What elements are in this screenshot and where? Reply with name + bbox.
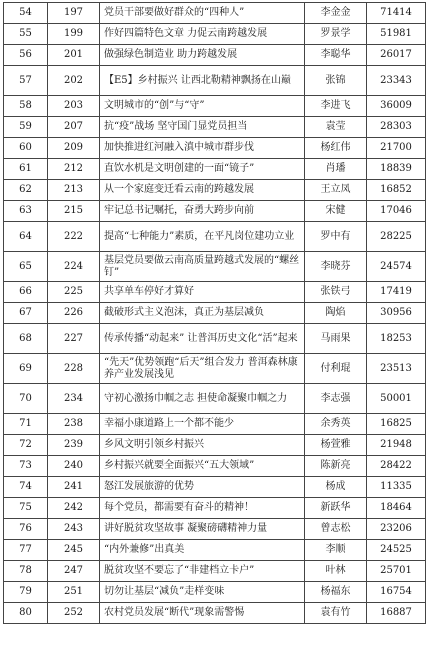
entry-id-cell: 227 [48, 324, 100, 354]
article-title-cell: 做强绿色制造业 助力跨越发展 [100, 45, 305, 66]
table-row [4, 24, 426, 45]
entry-id-cell: 251 [48, 582, 100, 603]
table-row [4, 201, 426, 222]
entry-id-cell: 241 [48, 477, 100, 498]
table-row [4, 498, 426, 519]
entry-id-cell: 215 [48, 201, 100, 222]
vote-count-cell: 16852 [367, 180, 426, 201]
vote-count-cell: 21700 [367, 138, 426, 159]
article-title-cell: 守初心激扬巾帼之志 担使命凝聚巾帼之力 [100, 384, 305, 414]
vote-count-cell: 16887 [367, 603, 426, 624]
row-number-cell: 57 [4, 66, 48, 96]
vote-count-cell: 24525 [367, 540, 426, 561]
table-row [4, 435, 426, 456]
author-cell: 袁莹 [305, 117, 367, 138]
entry-id-cell: 247 [48, 561, 100, 582]
vote-count-cell: 17046 [367, 201, 426, 222]
table-row [4, 519, 426, 540]
vote-count-cell: 23343 [367, 66, 426, 96]
table-row [4, 582, 426, 603]
entry-id-cell: 226 [48, 303, 100, 324]
author-cell: 曾志松 [305, 519, 367, 540]
table-row [4, 252, 426, 282]
article-title-cell: 共享单车停好才算好 [100, 282, 305, 303]
article-title-cell: “先天”优势领跑“后天”组合发力 普洱森林康养产业发展浅见 [100, 354, 305, 384]
article-title-cell: 从一个家庭变迁看云南的跨越发展 [100, 180, 305, 201]
row-number-cell: 62 [4, 180, 48, 201]
row-number-cell: 56 [4, 45, 48, 66]
author-cell: 叶林 [305, 561, 367, 582]
row-number-cell: 58 [4, 96, 48, 117]
vote-count-cell: 18839 [367, 159, 426, 180]
article-title-cell: “内外兼修”出真美 [100, 540, 305, 561]
vote-count-cell: 30956 [367, 303, 426, 324]
table-row [4, 477, 426, 498]
entry-id-cell: 197 [48, 3, 100, 24]
table-row [4, 384, 426, 414]
ranking-table-body [4, 3, 426, 624]
author-cell: 付利琨 [305, 354, 367, 384]
row-number-cell: 79 [4, 582, 48, 603]
table-row [4, 138, 426, 159]
row-number-cell: 66 [4, 282, 48, 303]
vote-count-cell: 18253 [367, 324, 426, 354]
entry-id-cell: 199 [48, 24, 100, 45]
table-row [4, 96, 426, 117]
author-cell: 张锦 [305, 66, 367, 96]
article-title-cell: 直饮水机是文明创建的一面“镜子” [100, 159, 305, 180]
vote-count-cell: 36009 [367, 96, 426, 117]
article-title-cell: 每个党员，都需要有奋斗的精神！ [100, 498, 305, 519]
entry-id-cell: 234 [48, 384, 100, 414]
table-row [4, 354, 426, 384]
vote-count-cell: 50001 [367, 384, 426, 414]
entry-id-cell: 202 [48, 66, 100, 96]
entry-id-cell: 252 [48, 603, 100, 624]
row-number-cell: 61 [4, 159, 48, 180]
row-number-cell: 80 [4, 603, 48, 624]
article-title-cell: 乡村振兴就要全面振兴“五大领域” [100, 456, 305, 477]
author-cell: 陈新亮 [305, 456, 367, 477]
vote-count-cell: 51981 [367, 24, 426, 45]
author-cell: 李顺 [305, 540, 367, 561]
article-title-cell: 怒江发展旅游的优势 [100, 477, 305, 498]
author-cell: 杨成 [305, 477, 367, 498]
row-number-cell: 59 [4, 117, 48, 138]
article-title-cell: 脱贫攻坚不要忘了“非建档立卡户” [100, 561, 305, 582]
row-number-cell: 69 [4, 354, 48, 384]
entry-id-cell: 239 [48, 435, 100, 456]
row-number-cell: 77 [4, 540, 48, 561]
table-row [4, 324, 426, 354]
vote-count-cell: 11335 [367, 477, 426, 498]
row-number-cell: 73 [4, 456, 48, 477]
table-row [4, 117, 426, 138]
entry-id-cell: 203 [48, 96, 100, 117]
table-row [4, 303, 426, 324]
row-number-cell: 64 [4, 222, 48, 252]
row-number-cell: 60 [4, 138, 48, 159]
table-row [4, 561, 426, 582]
table-row [4, 282, 426, 303]
vote-count-cell: 26017 [367, 45, 426, 66]
row-number-cell: 76 [4, 519, 48, 540]
article-title-cell: 讲好脱贫攻坚故事 凝聚磅礴精神力量 [100, 519, 305, 540]
author-cell: 肖璠 [305, 159, 367, 180]
row-number-cell: 63 [4, 201, 48, 222]
article-title-cell: 党员干部要做好群众的“四种人” [100, 3, 305, 24]
table-row [4, 180, 426, 201]
vote-count-cell: 28303 [367, 117, 426, 138]
vote-count-cell: 23513 [367, 354, 426, 384]
vote-count-cell: 28225 [367, 222, 426, 252]
author-cell: 罗中有 [305, 222, 367, 252]
vote-count-cell: 71414 [367, 3, 426, 24]
author-cell: 张铁弓 [305, 282, 367, 303]
article-title-cell: 加快推进红河融入滇中城市群步伐 [100, 138, 305, 159]
author-cell: 杨萱雅 [305, 435, 367, 456]
article-title-cell: 作好四篇特色文章 力促云南跨越发展 [100, 24, 305, 45]
author-cell: 李晓芬 [305, 252, 367, 282]
article-title-cell: 提高“七种能力”素质，在平凡岗位建功立业 [100, 222, 305, 252]
vote-count-cell: 25701 [367, 561, 426, 582]
row-number-cell: 74 [4, 477, 48, 498]
entry-id-cell: 243 [48, 519, 100, 540]
entry-id-cell: 201 [48, 45, 100, 66]
vote-count-cell: 16754 [367, 582, 426, 603]
vote-count-cell: 23206 [367, 519, 426, 540]
entry-id-cell: 212 [48, 159, 100, 180]
entry-id-cell: 238 [48, 414, 100, 435]
entry-id-cell: 245 [48, 540, 100, 561]
row-number-cell: 70 [4, 384, 48, 414]
author-cell: 杨红伟 [305, 138, 367, 159]
vote-count-cell: 16825 [367, 414, 426, 435]
article-title-cell: 幸福小康道路上一个都不能少 [100, 414, 305, 435]
vote-count-cell: 18464 [367, 498, 426, 519]
article-title-cell: 切勿让基层“减负”走样变味 [100, 582, 305, 603]
entry-id-cell: 228 [48, 354, 100, 384]
article-title-cell: 乡风文明引领乡村振兴 [100, 435, 305, 456]
author-cell: 王立凤 [305, 180, 367, 201]
row-number-cell: 72 [4, 435, 48, 456]
author-cell: 李聪华 [305, 45, 367, 66]
vote-count-cell: 21948 [367, 435, 426, 456]
entry-id-cell: 240 [48, 456, 100, 477]
article-title-cell: 【E5】乡村振兴 让西北勒精神飘扬在山巅 [100, 66, 305, 96]
author-cell: 罗景学 [305, 24, 367, 45]
table-row [4, 66, 426, 96]
row-number-cell: 67 [4, 303, 48, 324]
row-number-cell: 71 [4, 414, 48, 435]
vote-count-cell: 24574 [367, 252, 426, 282]
author-cell: 余秀英 [305, 414, 367, 435]
entry-id-cell: 225 [48, 282, 100, 303]
table-row [4, 456, 426, 477]
author-cell: 李志强 [305, 384, 367, 414]
article-title-cell: 传承传播“动起来” 让普洱历史文化“活”起来 [100, 324, 305, 354]
row-number-cell: 55 [4, 24, 48, 45]
table-row [4, 159, 426, 180]
author-cell: 马雨果 [305, 324, 367, 354]
author-cell: 李进飞 [305, 96, 367, 117]
table-row [4, 3, 426, 24]
author-cell: 陶焰 [305, 303, 367, 324]
article-title-cell: 农村党员发展“断代”现象需警惕 [100, 603, 305, 624]
author-cell: 新跃华 [305, 498, 367, 519]
entry-id-cell: 224 [48, 252, 100, 282]
entry-id-cell: 222 [48, 222, 100, 252]
row-number-cell: 54 [4, 3, 48, 24]
table-row [4, 45, 426, 66]
entry-id-cell: 209 [48, 138, 100, 159]
table-row [4, 222, 426, 252]
row-number-cell: 78 [4, 561, 48, 582]
table-row [4, 540, 426, 561]
row-number-cell: 75 [4, 498, 48, 519]
article-title-cell: 牢记总书记嘱托，奋勇大跨步向前 [100, 201, 305, 222]
entry-id-cell: 242 [48, 498, 100, 519]
table-row [4, 414, 426, 435]
author-cell: 李金金 [305, 3, 367, 24]
row-number-cell: 65 [4, 252, 48, 282]
ranking-table [3, 2, 426, 624]
author-cell: 袁有竹 [305, 603, 367, 624]
entry-id-cell: 207 [48, 117, 100, 138]
vote-count-cell: 28422 [367, 456, 426, 477]
author-cell: 杨福东 [305, 582, 367, 603]
article-title-cell: 抗“疫”战场 坚守国门显党员担当 [100, 117, 305, 138]
author-cell: 宋健 [305, 201, 367, 222]
article-title-cell: 文明城市的“创”与“守” [100, 96, 305, 117]
table-row [4, 603, 426, 624]
article-title-cell: 基层党员要做云南高质量跨越式发展的“螺丝钉” [100, 252, 305, 282]
article-title-cell: 截破形式主义泡沫，真正为基层减负 [100, 303, 305, 324]
row-number-cell: 68 [4, 324, 48, 354]
entry-id-cell: 213 [48, 180, 100, 201]
vote-count-cell: 17419 [367, 282, 426, 303]
